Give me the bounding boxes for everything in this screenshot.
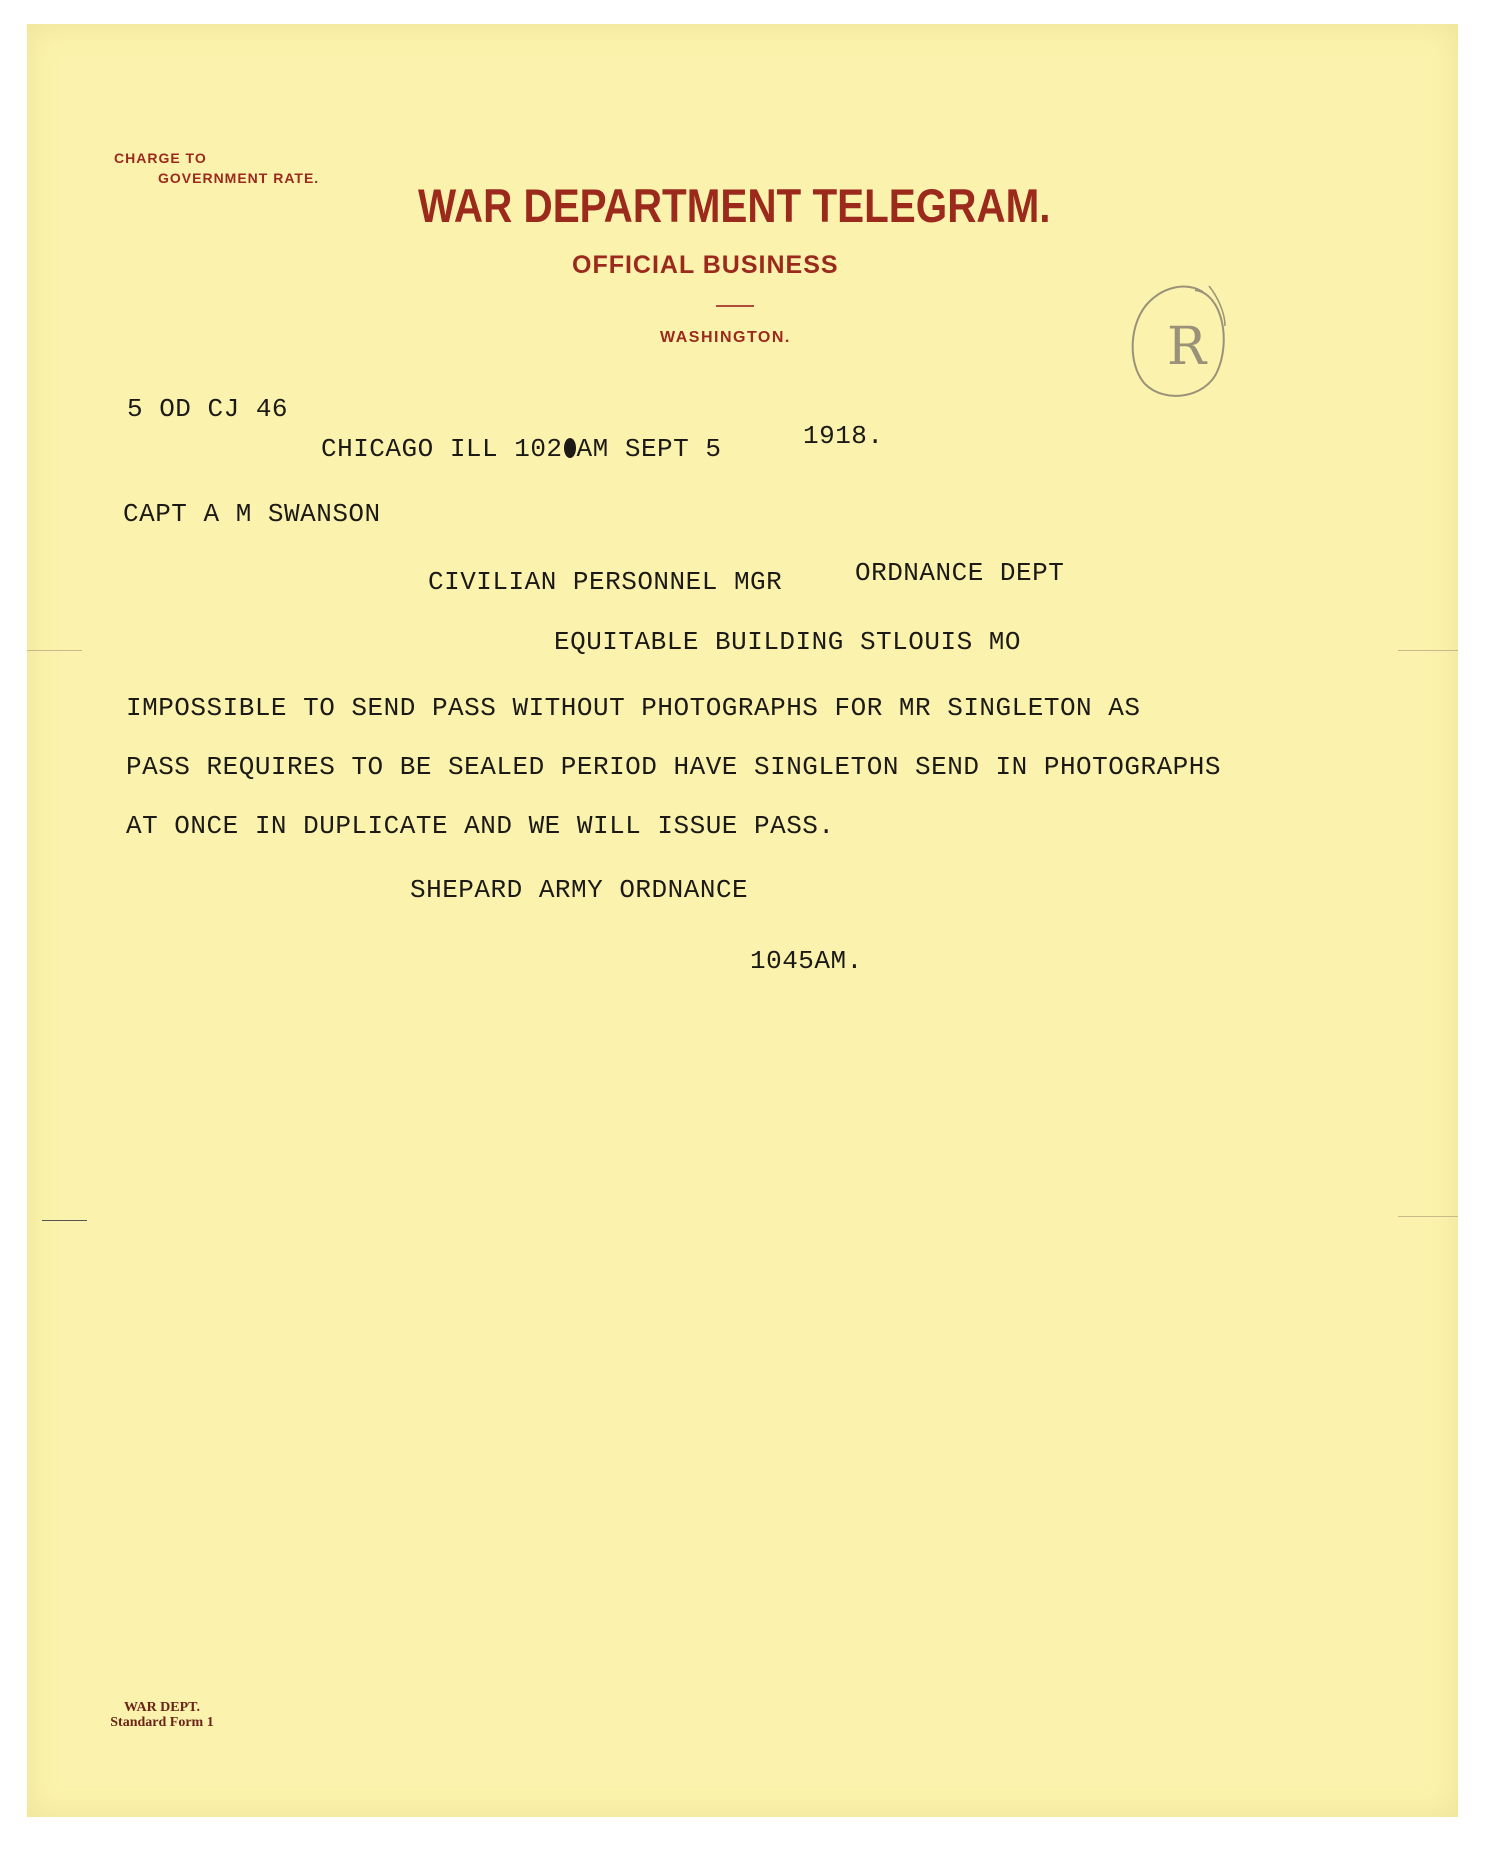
telegram-sheet <box>27 24 1458 1817</box>
message-line-1: IMPOSSIBLE TO SEND PASS WITHOUT PHOTOGRAPHS FOR MR SINGLETON AS <box>126 693 1141 723</box>
form-number <box>87 1700 237 1730</box>
margin-tick <box>27 650 82 651</box>
address-line-2: EQUITABLE BUILDING STLOUIS MO <box>554 627 1021 657</box>
svg-text:R: R <box>1167 317 1207 377</box>
received-time: 1045AM. <box>750 946 863 976</box>
letterhead-subtitle: OFFICIAL BUSINESS <box>572 251 839 279</box>
origin-overstrike <box>564 438 576 458</box>
charge-line-2: GOVERNMENT RATE. <box>158 170 320 186</box>
letterhead-place: WASHINGTON. <box>660 329 791 346</box>
letterhead-title: WAR DEPARTMENT TELEGRAM. <box>418 179 1051 232</box>
form-standard: Standard Form 1 <box>110 1715 214 1730</box>
origin-place: CHICAGO ILL 102 <box>321 434 563 464</box>
message-line-2: PASS REQUIRES TO BE SEALED PERIOD HAVE SINGLETON SEND IN PHOTOGRAPHS <box>126 752 1221 782</box>
margin-tick <box>1398 650 1458 651</box>
address-line-1: CIVILIAN PERSONNEL MGR <box>428 567 783 597</box>
margin-tick <box>42 1220 87 1221</box>
charge-line-1: CHARGE TO <box>114 150 207 166</box>
telegram-code: 5 OD CJ 46 <box>127 394 289 424</box>
received-stamp-icon <box>1125 272 1233 412</box>
telegram-year: 1918. <box>803 421 884 451</box>
letterhead-rule <box>716 305 754 307</box>
message-line-3: AT ONCE IN DUPLICATE AND WE WILL ISSUE PASS. <box>126 811 835 841</box>
origin-line <box>321 434 721 464</box>
address-line-1b: ORDNANCE DEPT <box>855 558 1065 588</box>
addressee: CAPT A M SWANSON <box>123 499 381 529</box>
signature: SHEPARD ARMY ORDNANCE <box>410 875 749 905</box>
charge-note <box>114 148 319 188</box>
origin-time-date: AM SEPT 5 <box>576 434 722 464</box>
form-dept: WAR DEPT. <box>124 1700 200 1715</box>
margin-tick <box>1398 1216 1458 1217</box>
